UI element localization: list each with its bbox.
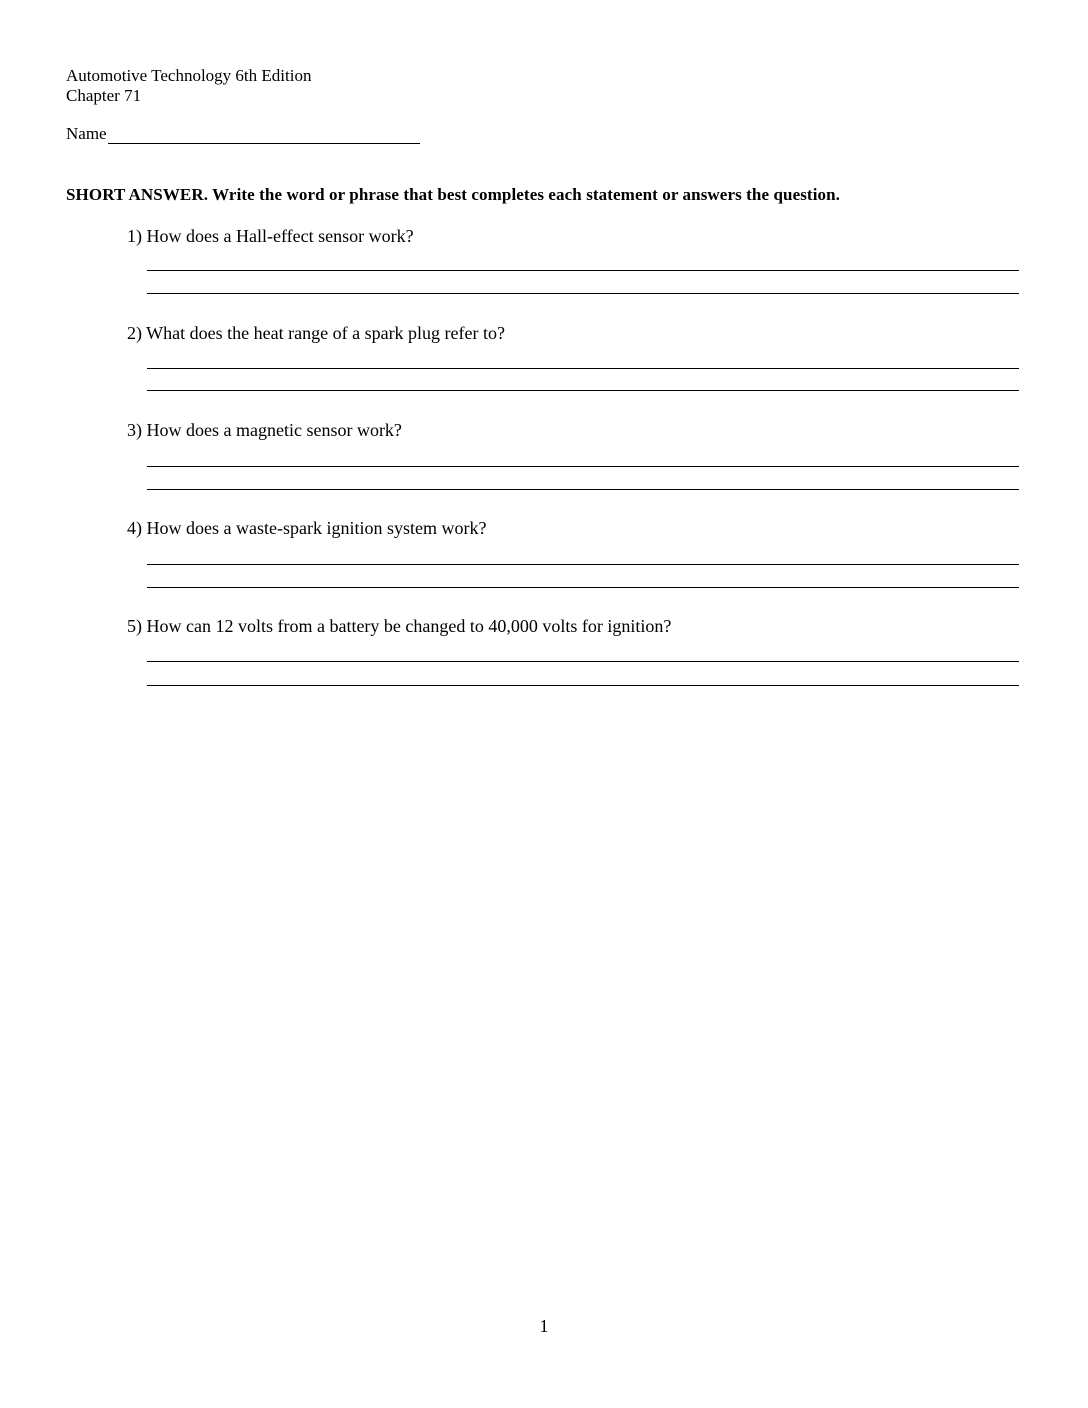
answer-line[interactable] <box>147 661 1019 662</box>
answer-line[interactable] <box>147 270 1019 271</box>
instructions: SHORT ANSWER. Write the word or phrase that best completes each statement or answers the question. <box>66 185 841 204</box>
answer-line[interactable] <box>147 368 1019 369</box>
name-label: Name <box>66 124 107 143</box>
name-blank-line[interactable] <box>108 125 420 144</box>
page-number: 1 <box>539 1316 549 1336</box>
answer-line[interactable] <box>147 390 1019 391</box>
question-text: 5) How can 12 volts from a battery be changed to 40,000 volts for ignition? <box>127 616 672 636</box>
answer-line[interactable] <box>147 466 1019 467</box>
question-text: 1) How does a Hall-effect sensor work? <box>127 226 414 246</box>
chapter-label: Chapter 71 <box>66 86 142 105</box>
answer-line[interactable] <box>147 564 1019 565</box>
answer-line[interactable] <box>147 685 1019 686</box>
question-text: 3) How does a magnetic sensor work? <box>127 420 402 440</box>
answer-line[interactable] <box>147 587 1019 588</box>
answer-line[interactable] <box>147 293 1019 294</box>
book-title: Automotive Technology 6th Edition <box>66 66 312 85</box>
question-2 <box>127 322 1019 344</box>
question-1 <box>127 225 1019 247</box>
question-5 <box>127 615 1019 637</box>
question-text: 4) How does a waste-spark ignition system work? <box>127 518 487 538</box>
answer-line[interactable] <box>147 489 1019 490</box>
name-row <box>66 124 420 144</box>
question-4 <box>127 517 1019 539</box>
question-3 <box>127 419 1019 441</box>
question-text: 2) What does the heat range of a spark plug refer to? <box>127 323 506 343</box>
